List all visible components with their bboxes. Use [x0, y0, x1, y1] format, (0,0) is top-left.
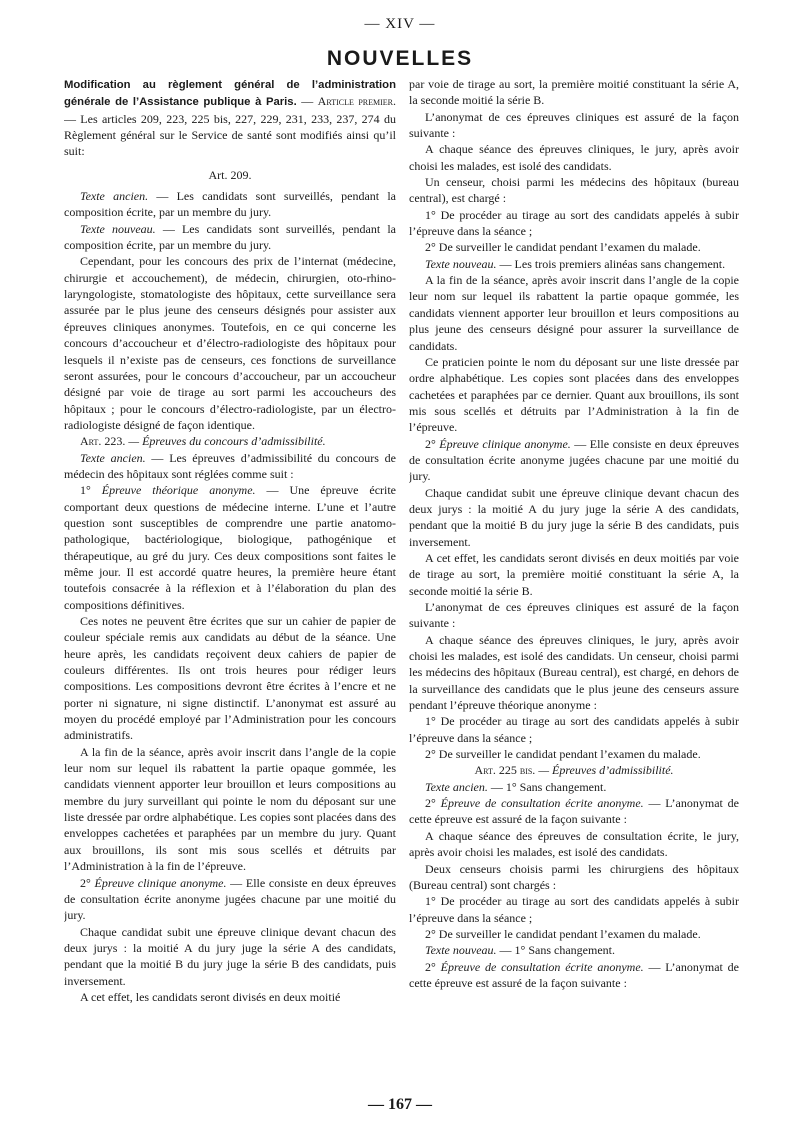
paragraph: Texte ancien. — Les épreuves d’admissibilité du concours de médecin des hôpitaux sont réglées comme suit :	[64, 450, 396, 481]
article-number: Art. 225 bis. — Épreuves d’admissibilité.	[474, 763, 674, 778]
paragraph: A la fin de la séance, après avoir inscrit dans l’angle de la copie leur nom sur lequel ils rabattent la partie opaque gommée, les candidats viennent apporter leur brouillon et leurs compositions au membre du jury surveillant qui pointe le nom du déposant sur une liste dressée par ordre alphabétique. Les copies sont placées dans des enveloppes cachetées et paraphées par un membre du jury. Quant aux brouillons, ils sont mis sous scellés et détruits par l’Administration à la fin de l’épreuve.	[64, 744, 396, 874]
paragraph: Un censeur, choisi parmi les médecins des hôpitaux (bureau central), est chargé :	[409, 175, 739, 206]
paragraph: 1° De procéder au tirage au sort des candidats appelés à subir l’épreuve dans la séance ;	[409, 894, 739, 925]
article-heading: Modification au règlement général de l’administration générale de l’Assistance publique à Paris.	[64, 79, 396, 109]
paragraph: 1° Épreuve théorique anonyme. — Une épreuve écrite comportant deux questions de médecine interne. L’une et l’autre question sont susceptibles de comprendre une partie anatomo-pathologique, bactériologique, biologique, pathogénique et thérapeutique, au gré du jury. Ces deux compositions sont faites le même jour. Il est accordé quatre heures, la première heure étant toutefois consacrée à la réflexion et à l’élaboration du plan des compositions définitives.	[64, 483, 396, 612]
paragraph: A chaque séance des épreuves cliniques, le jury, après avoir choisi les malades, est isolé des candidats. Un censeur, choisi parmi les médecins des hôpitaux (Bureau central), est chargé, en dehors de la surveillance des candidats que le plus jeune des censeurs assure pendant l’épreuve théorique anonyme :	[409, 632, 739, 713]
paragraph: Texte nouveau. — Les candidats sont surveillés, pendant la composition écrite, par un membre du jury.	[64, 221, 396, 253]
paragraph: Ces notes ne peuvent être écrites que sur un cahier de papier de couleur spéciale remis aux candidats au début de la séance. Une heure après, les candidats reçoivent deux cahiers de papier de couleurs différentes. Ils ont trois heures pour rédiger leurs compositions. Les compositions devront être écrites à l’encre et ne porter ni signature, ni signe distinctif. L’anonymat est assuré au moyen du procédé employé par l’Administration pour les concours administratifs.	[64, 614, 396, 743]
section-title: NOUVELLES	[326, 47, 474, 70]
paragraph: Ce praticien pointe le nom du déposant sur une liste dressée par ordre alphabétique. Les copies sont placées dans des enveloppes cachetées et paraphées par ce dernier. Quant aux brouillons, ils sont mis sous scellés et détruits par l’Administration à la fin de l’épreuve.	[409, 354, 739, 435]
paragraph: A cet effet, les candidats seront divisés en deux moitié	[80, 989, 341, 1004]
paragraph: A chaque séance des épreuves de consultation écrite, le jury, après avoir choisi les malades, est isolé des candidats.	[409, 828, 739, 860]
paragraph: L’anonymat de ces épreuves cliniques est assuré de la façon suivante :	[409, 600, 739, 631]
paragraph: 1° De procéder au tirage au sort des candidats appelés à subir l’épreuve dans la séance ;	[409, 714, 739, 745]
paragraph: Chaque candidat subit une épreuve clinique devant chacun des deux jurys : la moitié A du jury juge la série A des candidats, pendant que la moitié B du jury juge la série B des candidats, puis inversement.	[64, 924, 396, 988]
paragraph: Modification au règlement général de l’administration générale de l’Assistance publique à Paris. — Article premier. — Les articles 209, 223, 225 bis, 227, 229, 231, 233, 237, 274 du Règlement général sur le Service de santé sont modifiés ainsi qu’il suit:	[64, 79, 396, 159]
paragraph: Chaque candidat subit une épreuve clinique devant chacun des deux jurys : la moitié A du jury juge la série A des candidats, pendant que la moitié B du jury juge la série B des candidats, puis inversement.	[409, 485, 739, 549]
paragraph: 2° De surveiller le candidat pendant l’examen du malade.	[425, 240, 701, 255]
paragraph: 1° De procéder au tirage au sort des candidats appelés à subir l’épreuve dans la séance ;	[409, 207, 739, 239]
paragraph: Texte ancien. — Les candidats sont surveillés, pendant la composition écrite, par un membre du jury.	[64, 189, 396, 220]
paragraph: Art. 223. — Épreuves du concours d’admissibilité.	[80, 434, 326, 449]
paragraph: 2° Épreuve de consultation écrite anonyme. — L’anonymat de cette épreuve est assuré de la façon suivante :	[409, 796, 739, 827]
page-number: — 167 —	[368, 1096, 432, 1113]
paragraph: 2° Épreuve clinique anonyme. — Elle consiste en deux épreuves de consultation écrite anonyme jugées chacune par une moitié du jury.	[409, 436, 739, 484]
paragraph: 2° Épreuve clinique anonyme. — Elle consiste en deux épreuves de consultation écrite anonyme jugées chacune par une moitié du jury.	[64, 875, 396, 923]
paragraph: 2° De surveiller le candidat pendant l’examen du malade.	[425, 747, 701, 762]
paragraph: Texte nouveau. — Les trois premiers alinéas sans changement.	[425, 256, 726, 271]
paragraph: A la fin de la séance, après avoir inscrit dans l’angle de la copie leur nom sur lequel ils rabattent la partie opaque gommée, les candidats viennent apporter leur brouillon et leurs compositions au plus jeune des censeurs désigné pour assurer la surveillance de candidats.	[409, 273, 739, 353]
paragraph: 2° De surveiller le candidat pendant l’examen du malade.	[425, 926, 701, 941]
left-column	[64, 76, 396, 1088]
paragraph: A chaque séance des épreuves cliniques, le jury, après avoir choisi les malades, est isolé des candidats.	[409, 142, 739, 173]
page-header-marker: — XIV —	[364, 16, 436, 32]
paragraph: Texte ancien. — 1° Sans changement.	[425, 779, 607, 794]
paragraph: Deux censeurs choisis parmi les chirurgiens des hôpitaux (Bureau central) sont chargés :	[409, 861, 739, 892]
paragraph: Texte nouveau. — 1° Sans changement.	[425, 943, 615, 958]
article-label: Article premier.	[317, 94, 396, 109]
paragraph: 2° Épreuve de consultation écrite anonyme. — L’anonymat de cette épreuve est assuré de la façon suivante :	[409, 959, 739, 990]
paragraph: par voie de tirage au sort, la première moitié constituant la série A, la seconde moitié la série B.	[409, 77, 739, 108]
paragraph: A cet effet, les candidats seront divisés en deux moitiés par voie de tirage au sort, la première moitié constituant la série A, la seconde moitié la série B.	[409, 550, 739, 598]
paragraph: Cependant, pour les concours des prix de l’internat (médecine, chirurgie et accouchement), de médecin, chirurgien, oto-rhino-laryngologiste, stomatologiste des hôpitaux, cette surveillance sera assurée par le plus jeune des censeurs désignés pour assister aux épreuves cliniques anonymes. Toutefois, en ce qui concerne les concours d’accoucheur et d’électro-radiologiste des hôpitaux pour lesquels il n’existe pas de censeurs, ces fonctions de surveillance seront assurées, pour le concours d’accoucheur, par un accoucheur désigné par voie de tirage au sort parmi les accoucheurs des hôpitaux ; pour le concours d’électro-radiologiste, par un électro-radiologiste désigné de façon identique.	[64, 254, 396, 432]
paragraph: L’anonymat de ces épreuves cliniques est assuré de la façon suivante :	[409, 109, 739, 141]
right-column	[409, 76, 739, 1088]
article-number: Art. 209.	[208, 167, 252, 182]
